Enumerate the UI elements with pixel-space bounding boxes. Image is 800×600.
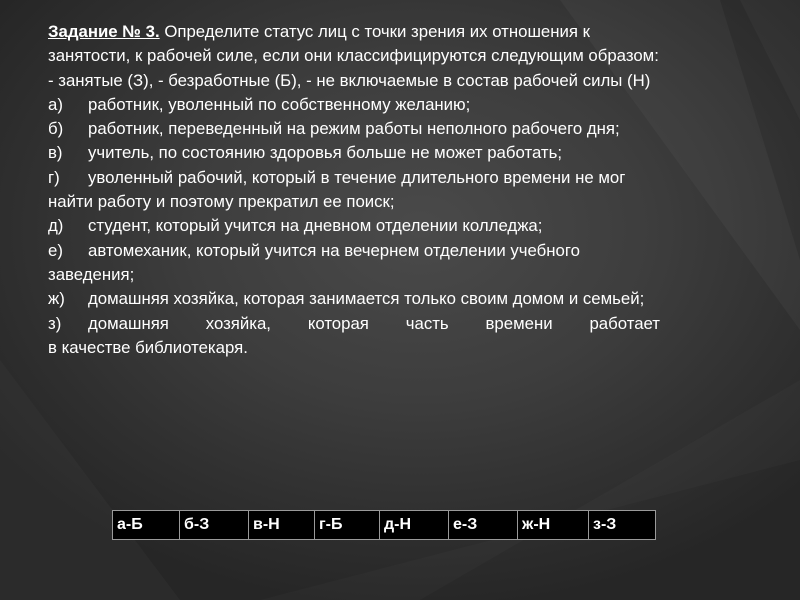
item-letter: з): [48, 313, 62, 333]
item-letter: д): [48, 216, 64, 236]
item-letter: ж): [48, 289, 65, 309]
answer-cell: в-Н: [249, 511, 315, 540]
answer-cell: з-З: [589, 511, 656, 540]
answers-table: [112, 510, 656, 540]
item-letter: б): [48, 119, 64, 139]
item-letter: е): [48, 240, 63, 260]
task-intro-text: Определите статус лиц с точки зрения их отношения к занятости, к рабочей силе, если они классифицируются следующим образом: - занятые (З), - безработные (Б), - не включаемые в состав рабочей силы (Н): [48, 22, 659, 90]
item-text: в качестве библиотекаря.: [48, 337, 248, 357]
list-item-e: [48, 239, 660, 288]
item-text: студент, который учится на дневном отделении колледжа;: [88, 216, 543, 236]
answer-cell: б-З: [180, 511, 249, 540]
answer-cell: д-Н: [380, 511, 449, 540]
task-content: [48, 20, 660, 360]
item-text: автомеханик, который учится на вечернем отделении учебного заведения;: [48, 240, 580, 284]
item-text: уволенный рабочий, который в течение длительного времени не мог найти работу и поэтому прекратил ее поиск;: [48, 167, 626, 212]
list-item-b: [48, 117, 660, 141]
answer-cell: ж-Н: [518, 511, 589, 540]
list-item-g: [48, 166, 660, 215]
list-item-zh: [48, 287, 660, 311]
list-item-d: [48, 214, 660, 238]
list-item-z: [48, 312, 660, 336]
item-text: работник, уволенный по собственному желанию;: [88, 94, 471, 114]
item-text: домашняя хозяйка, которая часть времени работает: [88, 313, 660, 333]
item-text: учитель, по состоянию здоровья больше не может работать;: [88, 143, 563, 163]
answer-cell: е-З: [449, 511, 518, 540]
list-item-z-continued: [48, 336, 660, 360]
item-letter: г): [48, 167, 60, 187]
list-item-v: [48, 141, 660, 165]
item-letter: в): [48, 143, 63, 163]
answer-cell: а-Б: [113, 511, 180, 540]
answers-row: [113, 511, 656, 540]
item-text: работник, переведенный на режим работы неполного рабочего дня;: [88, 119, 620, 139]
list-item-a: [48, 93, 660, 117]
item-text: домашняя хозяйка, которая занимается только своим домом и семьей;: [88, 289, 645, 309]
task-title: Задание № 3.: [48, 22, 160, 41]
answer-cell: г-Б: [315, 511, 380, 540]
item-letter: а): [48, 94, 63, 114]
task-intro: [48, 20, 660, 93]
